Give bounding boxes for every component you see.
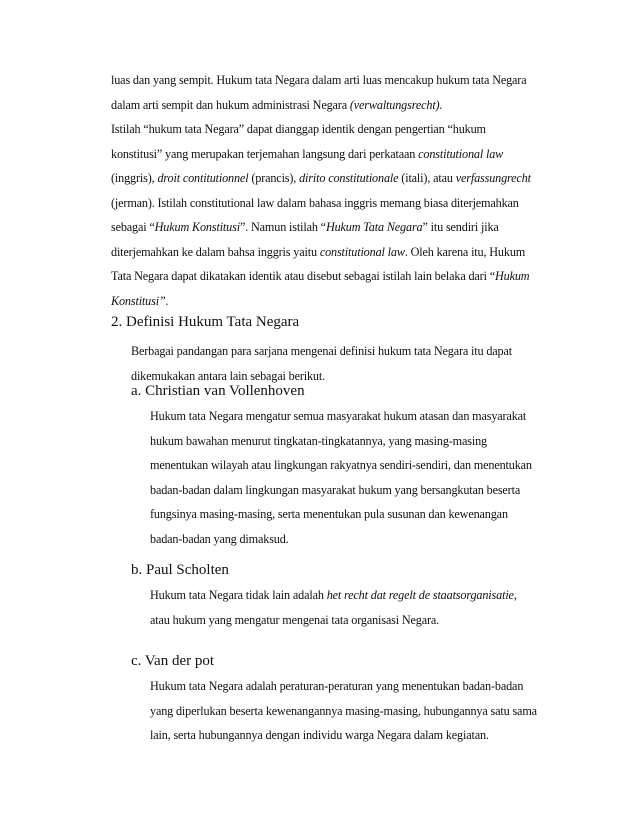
italic-term: droit contitutionnel — [157, 171, 249, 185]
subsection-heading-b: b. Paul Scholten — [131, 562, 229, 578]
italic-term: Hukum Konstitusi — [154, 220, 240, 234]
text-line: menentukan wilayah atau lingkungan rakyatnya sendiri-sendiri, dan menentukan — [150, 458, 532, 472]
italic-term: (verwaltungsrecht). — [349, 97, 443, 112]
italic-term: constitutional law — [418, 146, 504, 161]
subsection-heading-a: a. Christian van Vollenhoven — [131, 383, 305, 399]
text-line: badan-badan yang dimaksud. — [150, 531, 289, 546]
text-line: Hukum tata Negara mengatur semua masyarakat hukum atasan dan masyarakat — [150, 409, 527, 423]
text-line: Berbagai pandangan para sarjana mengenai definisi hukum tata Negara itu dapat — [131, 344, 512, 358]
italic-term: Hukum — [494, 269, 530, 283]
text-line: Hukum tata Negara adalah peraturan-peraturan yang menentukan badan-badan — [150, 679, 524, 693]
italic-term: het recht dat regelt de staatsorganisatie — [326, 588, 514, 602]
text-line: Hukum tata Negara tidak lain adalah het recht dat regelt de staatsorganisatie, — [150, 588, 517, 602]
text-line: luas dan yang sempit. Hukum tata Negara dalam arti luas mencakup hukum tata Negara — [111, 73, 527, 87]
text-line: fungsinya masing-masing, serta menentukan pula susunan dan kewenangan — [150, 507, 508, 521]
subsection-heading-c: c. Van der pot — [131, 653, 215, 669]
text-line: (inggris), droit contitutionnel (prancis), dirito constitutionale (itali), atau verfassungrecht — [111, 171, 531, 185]
subsection-body-a — [150, 404, 570, 551]
italic-term: verfassungrecht — [455, 171, 531, 185]
text-line: Tata Negara dapat dikatakan identik atau disebut sebagai istilah lain belaka dari “Hukum — [111, 269, 530, 283]
text-line: konstitusi” yang merupakan terjemahan langsung dari perkataan constitutional law — [111, 146, 504, 161]
section-heading: 2. Definisi Hukum Tata Negara — [111, 314, 300, 330]
text-line: dikemukakan antara lain sebagai berikut. — [131, 368, 325, 383]
subsection-body-b — [150, 583, 570, 632]
text-line: diterjemahkan ke dalam bahsa inggris yaitu constitutional law. Oleh karena itu, Hukum — [111, 244, 526, 259]
text-line: (jerman). Istilah constitutional law dalam bahasa inggris memang biasa diterjemahkan — [111, 195, 519, 210]
italic-term: dirito constitutionale — [299, 171, 399, 185]
text-line: Istilah “hukum tata Negara” dapat dianggap identik dengan pengertian “hukum — [111, 122, 486, 136]
text-line: atau hukum yang mengatur mengenai tata organisasi Negara. — [150, 612, 440, 627]
text-line: badan-badan dalam lingkungan masyarakat hukum yang bersangkutan beserta — [150, 482, 521, 497]
italic-term: constitutional law — [319, 244, 405, 259]
text-line: Konstitusi”. — [111, 293, 169, 308]
text-line: sebagai “Hukum Konstitusi”. Namun istilah “Hukum Tata Negara” itu sendiri jika — [111, 220, 499, 234]
text-line: dalam arti sempit dan hukum administrasi Negara (verwaltungsrecht). — [111, 97, 443, 112]
intro-paragraph — [111, 68, 571, 313]
text-line: yang diperlukan beserta kewenangannya masing-masing, hubungannya satu sama — [150, 703, 537, 718]
text-line: hukum bawahan menurut tingkatan-tingkatannya, yang masing-masing — [150, 433, 487, 448]
subsection-body-c — [150, 674, 570, 748]
italic-term: Hukum Tata Negara — [325, 220, 423, 234]
text-line: lain, serta hubungannya dengan individu warga Negara dalam kegiatan. — [150, 728, 489, 742]
